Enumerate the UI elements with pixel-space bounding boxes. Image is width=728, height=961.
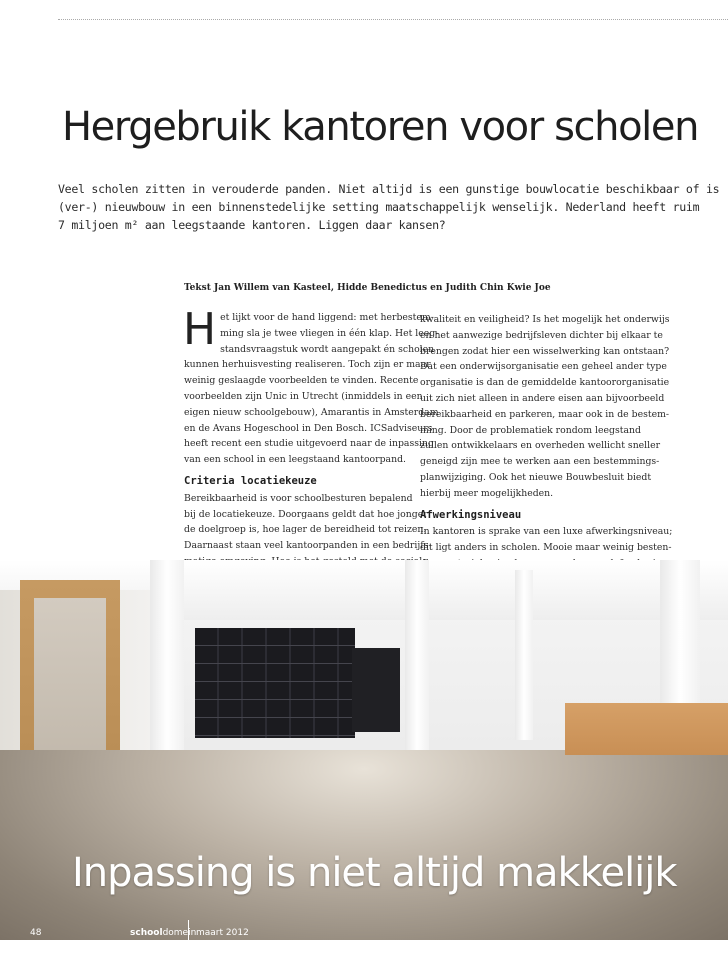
body-line: ming. Door de problematiek rondom leegstand [420, 424, 641, 436]
magazine-brand [130, 928, 196, 938]
page-title: Hergebruik kantoren voor scholen [62, 104, 699, 150]
top-dotted-rule [58, 19, 728, 20]
body-line: uit zich niet alleen in andere eisen aan bijvoorbeeld [420, 392, 665, 404]
photo-wood-doorway [20, 580, 120, 768]
photo-reception-desk [565, 703, 728, 755]
body-line: dit ligt anders in scholen. Mooie maar weinig besten- [420, 542, 672, 554]
body-line: en het aanwezige bedrijfsleven dichter bij elkaar te [420, 329, 663, 341]
article-column-right [420, 312, 673, 572]
brand-bold: school [130, 928, 163, 938]
body-line: planwijziging. Ook het nieuwe Bouwbesluit biedt [420, 471, 652, 483]
photo-filing-cabinets [352, 648, 400, 732]
body-line: voorbeelden zijn Unic in Utrecht (inmiddels in een [184, 390, 423, 402]
body-line: geneigd zijn mee te werken aan een bestemmings- [420, 456, 660, 468]
body-line: et lijkt voor de hand liggend: met herbestem- [220, 312, 434, 323]
brand-light: domein [162, 928, 197, 938]
body-line: hierbij meer mogelijkheden. [420, 487, 554, 499]
body-line: kwaliteit en veiligheid? Is het mogelijk het onderwijs [420, 314, 670, 325]
body-line: de doelgroep is, hoe lager de bereidheid tot reizen. [184, 524, 427, 536]
photo-floor [0, 750, 728, 940]
body-line: bij de locatiekeuze. Doorgaans geldt dat hoe jonger [184, 508, 428, 520]
body-line: ming sla je twee vliegen in één klap. Het leeg- [220, 327, 439, 339]
page-number: 48 [30, 928, 42, 938]
photo-pillar [405, 560, 429, 760]
dropcap: H [183, 304, 217, 355]
byline: Tekst Jan Willem van Kasteel, Hidde Benedictus en Judith Chin Kwie Joe [184, 283, 551, 293]
body-line: Dat een onderwijsorganisatie een geheel ander type [420, 361, 667, 373]
body-line: Daarnaast staan veel kantoorpanden in een bedrijfs- [184, 540, 432, 552]
issue-date: maart 2012 [196, 928, 249, 938]
body-line: kunnen herhuisvesting realiseren. Toch zijn er maar [184, 359, 431, 371]
photo-filing-cabinets [195, 628, 355, 738]
lede-line: 7 miljoen m² aan leegstaande kantoren. Liggen daar kansen? [58, 218, 446, 232]
body-line: zullen ontwikkelaars en overheden wellicht sneller [420, 440, 661, 452]
page-footer [0, 920, 728, 961]
photo-pillar [515, 570, 533, 740]
body-line: van een school in een leegstaand kantoorpand. [184, 454, 406, 466]
body-line: In kantoren is sprake van een luxe afwerkingsniveau; [420, 526, 673, 538]
body-line: heeft recent een studie uitgevoerd naar de inpassing [184, 438, 434, 450]
body-line: organisatie is dan de gemiddelde kantoororganisatie [420, 377, 670, 389]
article-column-left [183, 304, 439, 570]
body-line: bereikbaarheid en parkeren, maar ook in de bestem- [420, 408, 670, 420]
body-line: weinig geslaagde voorbeelden te vinden. Recente [184, 375, 419, 387]
photo-heading: Inpassing is niet altijd makkelijk [72, 850, 677, 896]
body-line: en de Avans Hogeschool in Den Bosch. ICSadviseurs [184, 422, 433, 434]
lede-paragraph [58, 180, 720, 234]
subheading-afwerkingsniveau: Afwerkingsniveau [420, 508, 522, 521]
body-line: eigen nieuw schoolgebouw), Amarantis in Amsterdam [184, 406, 439, 418]
body-line: brengen zodat hier een wisselwerking kan ontstaan? [420, 345, 670, 357]
subheading-criteria: Criteria locatiekeuze [184, 474, 317, 487]
body-line: Bereikbaarheid is voor schoolbesturen bepalend [184, 492, 413, 504]
footer-divider [188, 920, 189, 961]
lede-line: (ver-) nieuwbouw in een binnenstedelijke setting maatschappelijk wenselijk. Nederland heeft ruim [58, 200, 700, 214]
lede-line: Veel scholen zitten in verouderde panden. Niet altijd is een gunstige bouwlocatie beschikbaar of is [58, 182, 720, 196]
body-line: standsvraagstuk wordt aangepakt én scholen [220, 343, 435, 355]
